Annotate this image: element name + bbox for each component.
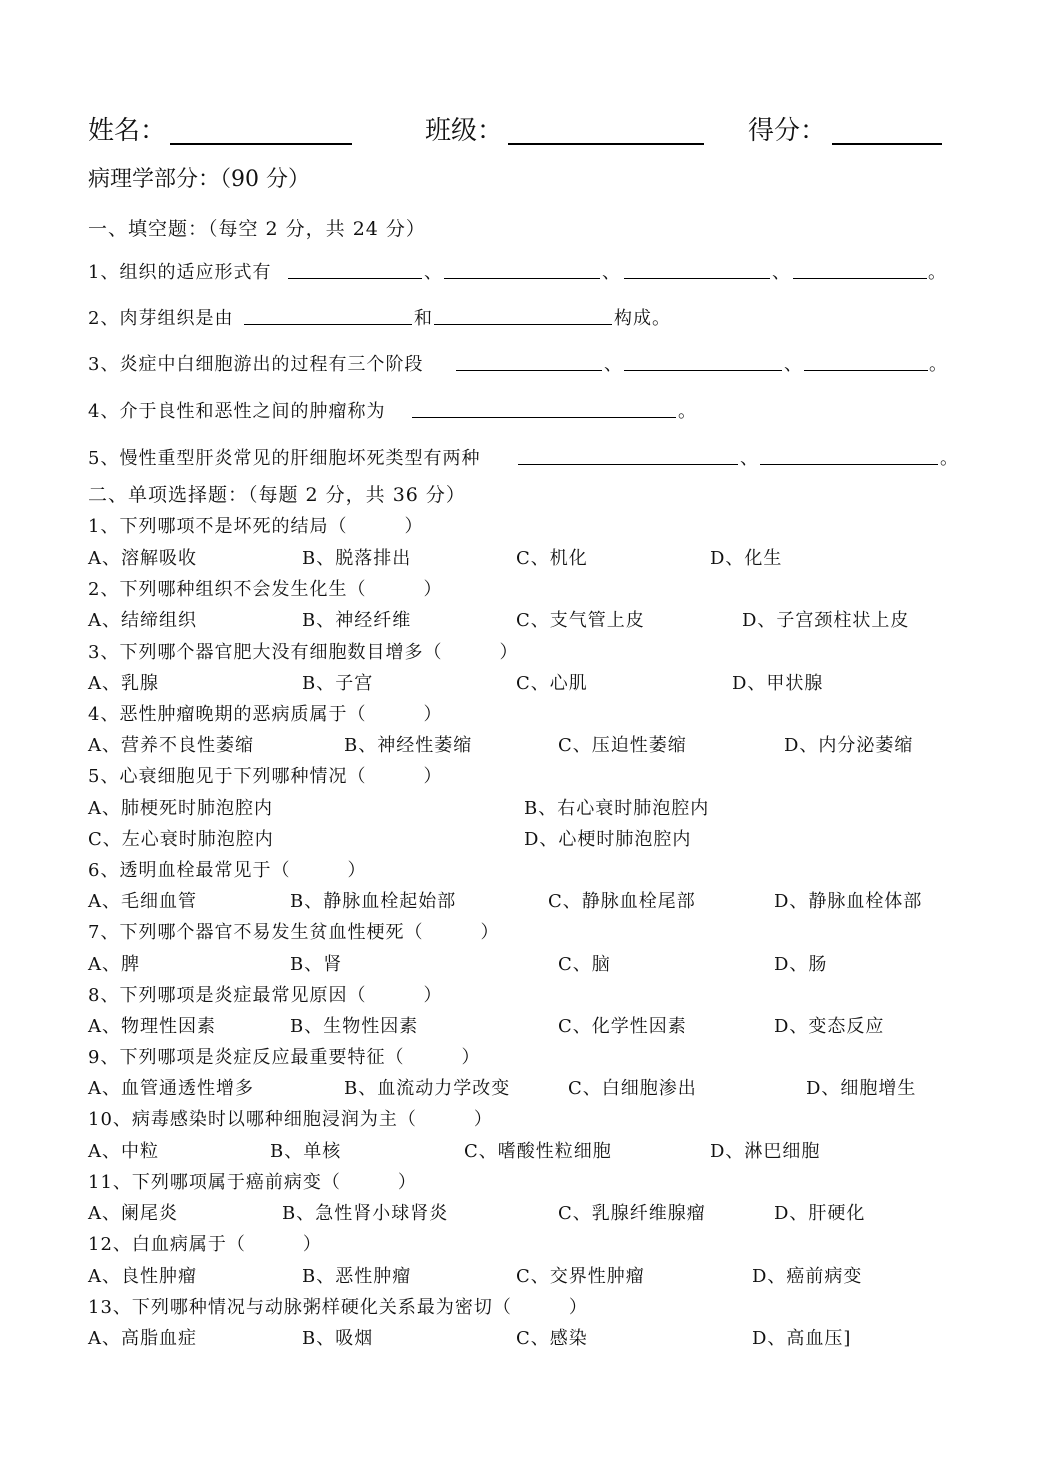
class-label: 班级： — [425, 116, 504, 146]
name-label: 姓名： — [88, 116, 167, 146]
mc-option-d[interactable]: D、静脉血栓体部 — [774, 891, 923, 912]
mc-option-a[interactable]: A、中粒 — [88, 1141, 159, 1162]
mc-question: 9、下列哪项是炎症反应最重要特征（ ） — [88, 1047, 481, 1068]
fill-q3-blank-3[interactable] — [804, 370, 928, 371]
fill-q1-sep-2: 、 — [602, 262, 621, 283]
mc-option-c[interactable]: C、心肌 — [516, 673, 588, 694]
fill-q1-blank-2[interactable] — [444, 278, 600, 279]
fill-q5-end: 。 — [940, 448, 959, 469]
class-blank[interactable] — [508, 143, 704, 145]
section-title: 病理学部分：（90 分） — [88, 167, 310, 192]
mc-option-d[interactable]: D、子宫颈柱状上皮 — [742, 610, 910, 631]
fill-q3-end: 。 — [929, 354, 948, 375]
fill-q1-sep-3: 、 — [772, 262, 791, 283]
fill-q3-blank-1[interactable] — [456, 370, 602, 371]
mc-option-b[interactable]: B、神经纤维 — [302, 610, 412, 631]
fill-q3-text: 3、炎症中白细胞游出的过程有三个阶段 — [88, 354, 424, 375]
mc-question: 5、心衰细胞见于下列哪种情况（ ） — [88, 766, 443, 787]
score-blank[interactable] — [832, 143, 942, 145]
mc-option-b[interactable]: B、脱落排出 — [302, 548, 412, 569]
mc-option-c[interactable]: C、嗜酸性粒细胞 — [464, 1141, 612, 1162]
mc-question: 6、透明血栓最常见于（ ） — [88, 860, 367, 881]
name-blank[interactable] — [170, 143, 352, 145]
mc-option-a[interactable]: A、物理性因素 — [88, 1016, 216, 1037]
fill-q5-sep-1: 、 — [740, 448, 759, 469]
score-label: 得分： — [748, 116, 827, 146]
fill-q1-blank-1[interactable] — [288, 278, 422, 279]
mc-option-c[interactable]: C、感染 — [516, 1328, 588, 1349]
mc-option-d[interactable]: D、变态反应 — [774, 1016, 885, 1037]
part1-title: 一、填空题：（每空 2 分，共 24 分） — [88, 218, 426, 240]
mc-option-c[interactable]: C、乳腺纤维腺瘤 — [558, 1203, 706, 1224]
mc-option-d[interactable]: D、内分泌萎缩 — [784, 735, 914, 756]
mc-option-a[interactable]: A、营养不良性萎缩 — [88, 735, 254, 756]
mc-option-d[interactable]: D、肝硬化 — [774, 1203, 866, 1224]
fill-q5-blank-1[interactable] — [518, 464, 738, 465]
mc-question: 8、下列哪项是炎症最常见原因（ ） — [88, 985, 443, 1006]
mc-option-d[interactable]: D、淋巴细胞 — [710, 1141, 821, 1162]
mc-option-d[interactable]: D、心梗时肺泡腔内 — [524, 829, 692, 850]
fill-q2-text: 2、肉芽组织是由 — [88, 308, 234, 329]
fill-q5-blank-2[interactable] — [760, 464, 938, 465]
mc-question: 4、恶性肿瘤晚期的恶病质属于（ ） — [88, 704, 443, 725]
fill-q1-blank-3[interactable] — [624, 278, 770, 279]
fill-q3-blank-2[interactable] — [624, 370, 782, 371]
fill-q4-text: 4、介于良性和恶性之间的肿瘤称为 — [88, 401, 386, 422]
mc-option-a[interactable]: A、溶解吸收 — [88, 548, 197, 569]
mc-option-c[interactable]: C、静脉血栓尾部 — [548, 891, 696, 912]
mc-option-a[interactable]: A、结缔组织 — [88, 610, 197, 631]
mc-option-c[interactable]: C、白细胞渗出 — [568, 1078, 697, 1099]
mc-option-b[interactable]: B、恶性肿瘤 — [302, 1266, 412, 1287]
fill-q4-blank-1[interactable] — [412, 417, 676, 418]
mc-option-b[interactable]: B、肾 — [290, 954, 343, 975]
mc-option-a[interactable]: A、阑尾炎 — [88, 1203, 178, 1224]
part2-title: 二、单项选择题：（每题 2 分，共 36 分） — [88, 484, 466, 506]
fill-q1-blank-4[interactable] — [793, 278, 927, 279]
mc-option-c[interactable]: C、机化 — [516, 548, 588, 569]
mc-option-a[interactable]: A、良性肿瘤 — [88, 1266, 197, 1287]
fill-q1-text: 1、组织的适应形式有 — [88, 262, 272, 283]
mc-option-c[interactable]: C、化学性因素 — [558, 1016, 687, 1037]
mc-option-d[interactable]: D、甲状腺 — [732, 673, 824, 694]
mc-option-d[interactable]: D、癌前病变 — [752, 1266, 863, 1287]
mc-question: 2、下列哪种组织不会发生化生（ ） — [88, 579, 443, 600]
mc-option-c[interactable]: C、脑 — [558, 954, 611, 975]
mc-option-b[interactable]: B、单核 — [270, 1141, 342, 1162]
fill-q2-mid: 和 — [414, 308, 433, 329]
mc-question: 11、下列哪项属于癌前病变（ ） — [88, 1172, 417, 1193]
mc-option-c[interactable]: C、压迫性萎缩 — [558, 735, 687, 756]
mc-option-c[interactable]: C、左心衰时肺泡腔内 — [88, 829, 274, 850]
mc-option-b[interactable]: B、神经性萎缩 — [344, 735, 473, 756]
mc-question: 12、白血病属于（ ） — [88, 1234, 322, 1255]
mc-option-b[interactable]: B、吸烟 — [302, 1328, 374, 1349]
mc-option-b[interactable]: B、子宫 — [302, 673, 374, 694]
mc-option-c[interactable]: C、交界性肿瘤 — [516, 1266, 645, 1287]
fill-q3-sep-2: 、 — [784, 354, 803, 375]
mc-option-a[interactable]: A、毛细血管 — [88, 891, 197, 912]
fill-q5-text: 5、慢性重型肝炎常见的肝细胞坏死类型有两种 — [88, 448, 481, 469]
fill-q2-blank-1[interactable] — [244, 324, 412, 325]
mc-option-d[interactable]: D、高血压] — [752, 1328, 852, 1349]
mc-question: 1、下列哪项不是坏死的结局（ ） — [88, 516, 424, 537]
mc-question: 13、下列哪种情况与动脉粥样硬化关系最为密切（ ） — [88, 1297, 588, 1318]
fill-q1-end: 。 — [928, 262, 947, 283]
mc-option-b[interactable]: B、急性肾小球肾炎 — [282, 1203, 449, 1224]
fill-q4-end: 。 — [678, 401, 697, 422]
mc-option-a[interactable]: A、血管通透性增多 — [88, 1078, 254, 1099]
mc-option-a[interactable]: A、高脂血症 — [88, 1328, 197, 1349]
mc-question: 3、下列哪个器官肥大没有细胞数目增多（ ） — [88, 642, 519, 663]
mc-option-c[interactable]: C、支气管上皮 — [516, 610, 645, 631]
mc-option-b[interactable]: B、右心衰时肺泡腔内 — [524, 798, 710, 819]
mc-option-b[interactable]: B、静脉血栓起始部 — [290, 891, 457, 912]
mc-option-b[interactable]: B、生物性因素 — [290, 1016, 419, 1037]
mc-option-a[interactable]: A、脾 — [88, 954, 140, 975]
mc-question: 10、病毒感染时以哪种细胞浸润为主（ ） — [88, 1109, 493, 1130]
fill-q1-sep-1: 、 — [424, 262, 443, 283]
mc-option-d[interactable]: D、肠 — [774, 954, 828, 975]
mc-question: 7、下列哪个器官不易发生贫血性梗死（ ） — [88, 922, 500, 943]
mc-option-d[interactable]: D、细胞增生 — [806, 1078, 917, 1099]
mc-option-a[interactable]: A、肺梗死时肺泡腔内 — [88, 798, 273, 819]
mc-option-b[interactable]: B、血流动力学改变 — [344, 1078, 511, 1099]
fill-q2-end: 构成。 — [614, 308, 671, 329]
mc-option-d[interactable]: D、化生 — [710, 548, 783, 569]
mc-option-a[interactable]: A、乳腺 — [88, 673, 159, 694]
fill-q2-blank-2[interactable] — [434, 324, 612, 325]
fill-q3-sep-1: 、 — [604, 354, 623, 375]
